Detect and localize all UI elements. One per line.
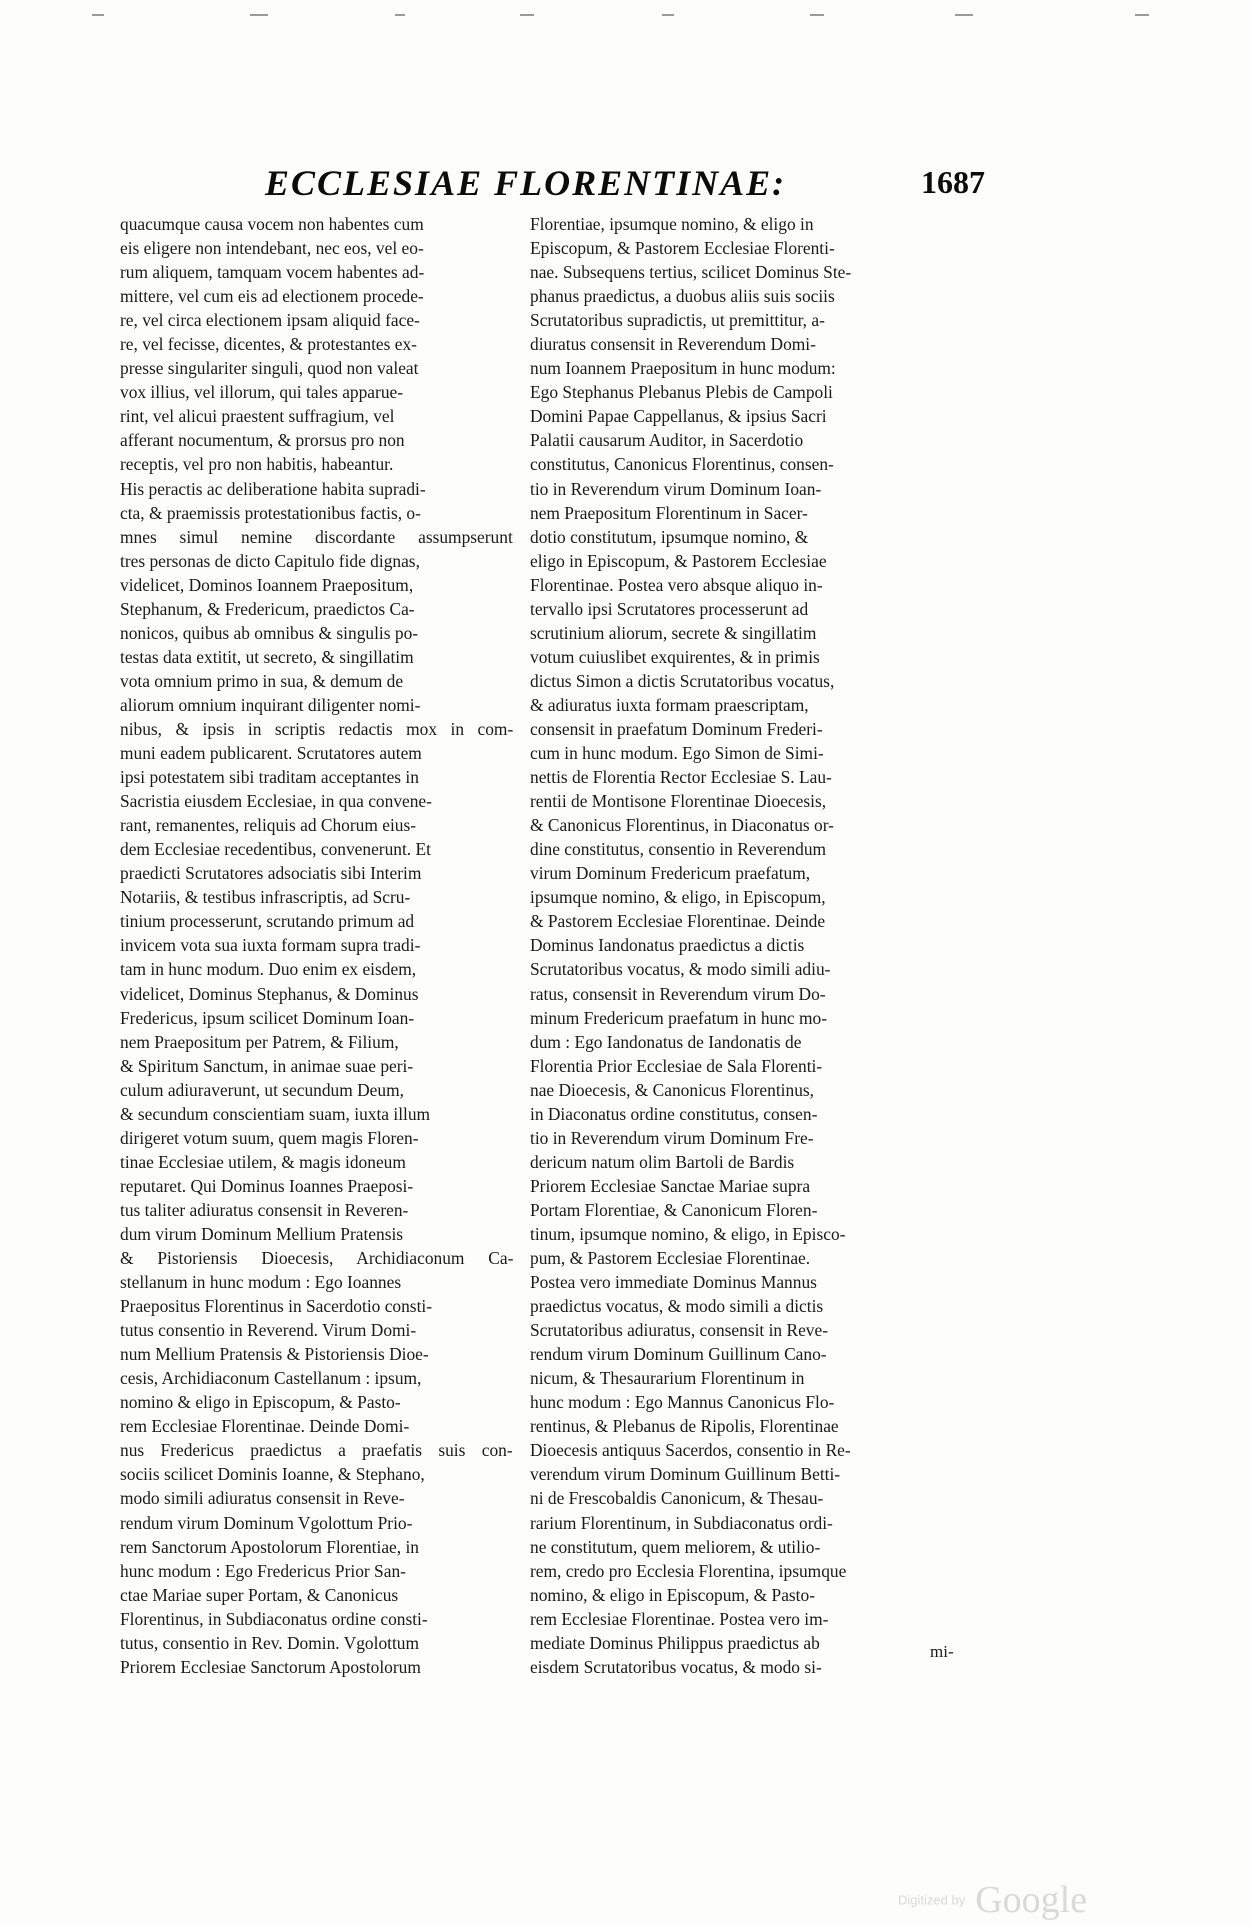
text-line: Dioecesis antiquus Sacerdos, consentio in Re-: [530, 1440, 851, 1461]
text-line: rendum virum Dominum Guillinum Cano-: [530, 1344, 827, 1365]
text-line: sociis scilicet Dominis Ioanne, & Stephano,: [120, 1464, 425, 1485]
text-line: re, vel circa electionem ipsam aliquid face-: [120, 310, 420, 331]
text-line: diuratus consensit in Reverendum Domi-: [530, 334, 816, 355]
catchword: mi-: [930, 1642, 954, 1661]
text-line: rem Sanctorum Apostolorum Florentiae, in: [120, 1536, 419, 1557]
text-line: His peractis ac deliberatione habita supradi-: [120, 478, 426, 499]
text-line: Scrutatoribus vocatus, & modo simili adiu-: [530, 959, 831, 980]
text-line: tio in Reverendum virum Dominum Ioan-: [530, 478, 822, 499]
text-line: Praepositus Florentinus in Sacerdotio consti-: [120, 1296, 433, 1317]
text-line: cesis, Archidiaconum Castellanum : ipsum,: [120, 1368, 422, 1389]
text-line: re, vel fecisse, dicentes, & protestantes ex-: [120, 334, 417, 355]
text-line: pum, & Pastorem Ecclesiae Florentinae.: [530, 1248, 811, 1269]
text-line: nomino & eligo in Episcopum, & Pasto-: [120, 1392, 401, 1413]
text-line: nettis de Florentia Rector Ecclesiae S. Lau-: [530, 767, 832, 788]
scan-mark: [520, 14, 534, 16]
text-line: ipsi potestatem sibi traditam acceptantes in: [120, 767, 419, 788]
text-line: videlicet, Dominos Ioannem Praepositum,: [120, 574, 414, 595]
text-line: tutus consentio in Reverend. Virum Domi-: [120, 1320, 417, 1341]
text-line: vox illius, vel illorum, qui tales apparue-: [120, 382, 404, 403]
scan-mark: [395, 14, 405, 16]
text-line: Domini Papae Cappellanus, & ipsius Sacri: [530, 406, 827, 427]
text-line: Palatii causarum Auditor, in Sacerdotio: [530, 430, 804, 451]
text-line: constitutus, Canonicus Florentinus, consen-: [530, 454, 834, 475]
text-line: ratus, consensit in Reverendum virum Do-: [530, 983, 826, 1004]
text-line: tus taliter adiuratus consensit in Reveren-: [120, 1199, 409, 1220]
text-line: Scrutatoribus adiuratus, consensit in Reve-: [530, 1320, 828, 1341]
text-line: tio in Reverendum virum Dominum Fre-: [530, 1127, 814, 1148]
text-line: testas data extitit, ut secreto, & singillatim: [120, 646, 414, 667]
text-line: Priorem Ecclesiae Sanctae Mariae supra: [530, 1175, 811, 1196]
text-line: muni eadem publicarent. Scrutatores autem: [120, 743, 422, 764]
text-line: minum Fredericum praefatum in hunc mo-: [530, 1007, 828, 1028]
scan-mark: [1135, 14, 1149, 16]
text-line: tutus, consentio in Rev. Domin. Vgolottum: [120, 1632, 420, 1653]
text-line: rendum virum Dominum Vgolottum Prio-: [120, 1512, 413, 1533]
text-line: nonicos, quibus ab omnibus & singulis po-: [120, 622, 419, 643]
text-line: tam in hunc modum. Duo enim ex eisdem,: [120, 959, 417, 980]
scan-mark: [662, 14, 674, 16]
text-line: Episcopum, & Pastorem Ecclesiae Florenti-: [530, 238, 835, 259]
text-line: num Mellium Pratensis & Pistoriensis Dioe-: [120, 1344, 429, 1365]
text-line: rant, remanentes, reliquis ad Chorum eius-: [120, 815, 417, 836]
text-line: verendum virum Dominum Guillinum Betti-: [530, 1464, 841, 1485]
text-line: rentii de Montisone Florentinae Dioecesis,: [530, 791, 827, 812]
text-line: hunc modum : Ego Mannus Canonicus Flo-: [530, 1392, 835, 1413]
text-line: dum virum Dominum Mellium Pratensis: [120, 1223, 404, 1244]
text-line: praedictus vocatus, & modo simili a dictis: [530, 1296, 824, 1317]
text-line: dictus Simon a dictis Scrutatoribus vocatus,: [530, 670, 835, 691]
text-line: scrutinium aliorum, secrete & singillatim: [530, 622, 817, 643]
text-line: vota omnium primo in sua, & demum de: [120, 670, 404, 691]
text-line: cum in hunc modum. Ego Simon de Simi-: [530, 743, 824, 764]
text-line: & Spiritum Sanctum, in animae suae peri-: [120, 1055, 414, 1076]
scan-mark: [810, 14, 824, 16]
text-line: dine constitutus, consentio in Reverendum: [530, 839, 827, 860]
text-line: rem, credo pro Ecclesia Florentina, ipsumque: [530, 1560, 847, 1581]
text-line: aliorum omnium inquirant diligenter nomi-: [120, 694, 421, 715]
text-line: Florentiae, ipsumque nomino, & eligo in: [530, 214, 814, 234]
text-line: invicem vota sua iuxta formam supra tradi-: [120, 935, 421, 956]
text-line: Priorem Ecclesiae Sanctorum Apostolorum: [120, 1656, 421, 1677]
left-text-column: [120, 212, 513, 1679]
text-line: mediate Dominus Philippus praedictus ab: [530, 1632, 820, 1653]
text-line: tinium processerunt, scrutando primum ad: [120, 911, 415, 932]
text-line: afferant nocumentum, & prorsus pro non: [120, 430, 405, 451]
text-line: presse singulariter singuli, quod non valeat: [120, 358, 419, 379]
text-line: phanus praedictus, a duobus aliis suis sociis: [530, 286, 835, 307]
text-line: modo simili adiuratus consensit in Reve-: [120, 1488, 405, 1509]
text-line: ctae Mariae super Portam, & Canonicus: [120, 1584, 399, 1605]
text-line: nae. Subsequens tertius, scilicet Dominus Ste-: [530, 262, 852, 283]
text-line: ipsumque nomino, & eligo, in Episcopum,: [530, 887, 826, 908]
text-line: nem Praepositum per Patrem, & Filium,: [120, 1031, 399, 1052]
text-line: rint, vel alicui praestent suffragium, vel: [120, 406, 395, 427]
text-line: Ego Stephanus Plebanus Plebis de Campoli: [530, 382, 833, 403]
right-text-column: [530, 212, 970, 1679]
text-line: culum adiuraverunt, ut secundum Deum,: [120, 1079, 404, 1100]
text-line: rum aliquem, tamquam vocem habentes ad-: [120, 262, 425, 283]
text-line: in Diaconatus ordine constitutus, consen-: [530, 1103, 818, 1124]
text-line: & Pastorem Ecclesiae Florentinae. Deinde: [530, 911, 826, 932]
text-line: dotio constitutum, ipsumque nomino, &: [530, 526, 809, 547]
text-line: & Pistoriensis Dioecesis, Archidiaconum Ca-: [120, 1248, 513, 1269]
text-line: nibus, & ipsis in scriptis redactis mox in com-: [120, 718, 513, 739]
text-line: ne constitutum, quem meliorem, & utilio-: [530, 1536, 821, 1557]
page-number: 1687: [921, 164, 985, 200]
watermark-caption: Digitized by: [898, 1892, 966, 1908]
text-line: rem Ecclesiae Florentinae. Deinde Domi-: [120, 1416, 410, 1437]
text-line: nomino, & eligo in Episcopum, & Pasto-: [530, 1584, 816, 1605]
text-line: tervallo ipsi Scrutatores processerunt ad: [530, 598, 809, 619]
text-line: rarium Florentinum, in Subdiaconatus ordi-: [530, 1512, 833, 1533]
text-line: praedicti Scrutatores adsociatis sibi Interim: [120, 863, 422, 884]
text-line: Scrutatoribus supradictis, ut premittitur, a-: [530, 310, 825, 331]
text-line: eis eligere non intendebant, nec eos, vel eo-: [120, 238, 424, 259]
scan-mark: [92, 14, 104, 16]
text-line: mnes simul nemine discordante assumpserunt: [120, 526, 513, 547]
text-line: Notariis, & testibus infrascriptis, ad Scru-: [120, 887, 411, 908]
text-line: dum : Ego Iandonatus de Iandonatis de: [530, 1031, 802, 1052]
running-head: ECCLESIAE FLORENTINAE:: [265, 163, 787, 203]
digitization-watermark: [898, 1878, 1087, 1922]
text-line: Florentinae. Postea vero absque aliquo in-: [530, 574, 823, 595]
watermark-logo: Google: [975, 1879, 1088, 1921]
text-line: mittere, vel cum eis ad electionem procede-: [120, 286, 424, 307]
text-line: virum Dominum Fredericum praefatum,: [530, 863, 811, 884]
text-line: tinae Ecclesiae utilem, & magis idoneum: [120, 1151, 406, 1172]
text-line: ni de Frescobaldis Canonicum, & Thesau-: [530, 1488, 824, 1509]
text-line: dem Ecclesiae recedentibus, convenerunt. Et: [120, 839, 431, 860]
text-line: nicum, & Thesaurarium Florentinum in: [530, 1368, 805, 1389]
text-line: tres personas de dicto Capitulo fide dignas,: [120, 550, 420, 571]
text-line: dericum natum olim Bartoli de Bardis: [530, 1151, 795, 1172]
text-line: nus Fredericus praedictus a praefatis suis con-: [120, 1440, 513, 1461]
text-line: Stephanum, & Fredericum, praedictos Ca-: [120, 598, 415, 619]
text-line: Florentinus, in Subdiaconatus ordine consti-: [120, 1608, 428, 1629]
text-line: Postea vero immediate Dominus Mannus: [530, 1272, 817, 1293]
text-line: consensit in praefatum Dominum Frederi-: [530, 718, 823, 739]
text-line: & secundum conscientiam suam, iuxta illum: [120, 1103, 431, 1124]
text-line: stellanum in hunc modum : Ego Ioannes: [120, 1272, 402, 1293]
text-line: Sacristia eiusdem Ecclesiae, in qua convene-: [120, 791, 432, 812]
text-line: nae Dioecesis, & Canonicus Florentinus,: [530, 1079, 814, 1100]
text-line: receptis, vel pro non habitis, habeantur.: [120, 454, 394, 475]
text-line: tinum, ipsumque nomino, & eligo, in Episco-: [530, 1223, 846, 1244]
scan-mark: [955, 14, 973, 16]
text-line: Dominus Iandonatus praedictus a dictis: [530, 935, 805, 956]
text-line: Florentia Prior Ecclesiae de Sala Florenti-: [530, 1055, 823, 1076]
text-line: num Ioannem Praepositum in hunc modum:: [530, 358, 836, 379]
text-line: dirigeret votum suum, quem magis Floren-: [120, 1127, 419, 1148]
scan-mark: [250, 14, 268, 16]
text-line: cta, & praemissis protestationibus factis, o-: [120, 502, 421, 523]
text-line: quacumque causa vocem non habentes cum: [120, 214, 424, 234]
text-line: reputaret. Qui Dominus Ioannes Praeposi-: [120, 1175, 414, 1196]
text-line: & Canonicus Florentinus, in Diaconatus or-: [530, 815, 834, 836]
text-line: Portam Florentiae, & Canonicum Floren-: [530, 1199, 818, 1220]
text-line: eisdem Scrutatoribus vocatus, & modo si-: [530, 1656, 822, 1677]
text-line: eligo in Episcopum, & Pastorem Ecclesiae: [530, 550, 827, 571]
text-line: videlicet, Dominus Stephanus, & Dominus: [120, 983, 419, 1004]
text-line: rem Ecclesiae Florentinae. Postea vero im-: [530, 1608, 829, 1629]
text-line: & adiuratus iuxta formam praescriptam,: [530, 694, 809, 715]
text-line: nem Praepositum Florentinum in Sacer-: [530, 502, 808, 523]
text-line: votum cuiuslibet exquirentes, & in primis: [530, 646, 820, 667]
text-line: Fredericus, ipsum scilicet Dominum Ioan-: [120, 1007, 415, 1028]
text-line: hunc modum : Ego Fredericus Prior San-: [120, 1560, 406, 1581]
page-header: [265, 162, 985, 210]
text-line: rentinus, & Plebanus de Ripolis, Florentinae: [530, 1416, 839, 1437]
